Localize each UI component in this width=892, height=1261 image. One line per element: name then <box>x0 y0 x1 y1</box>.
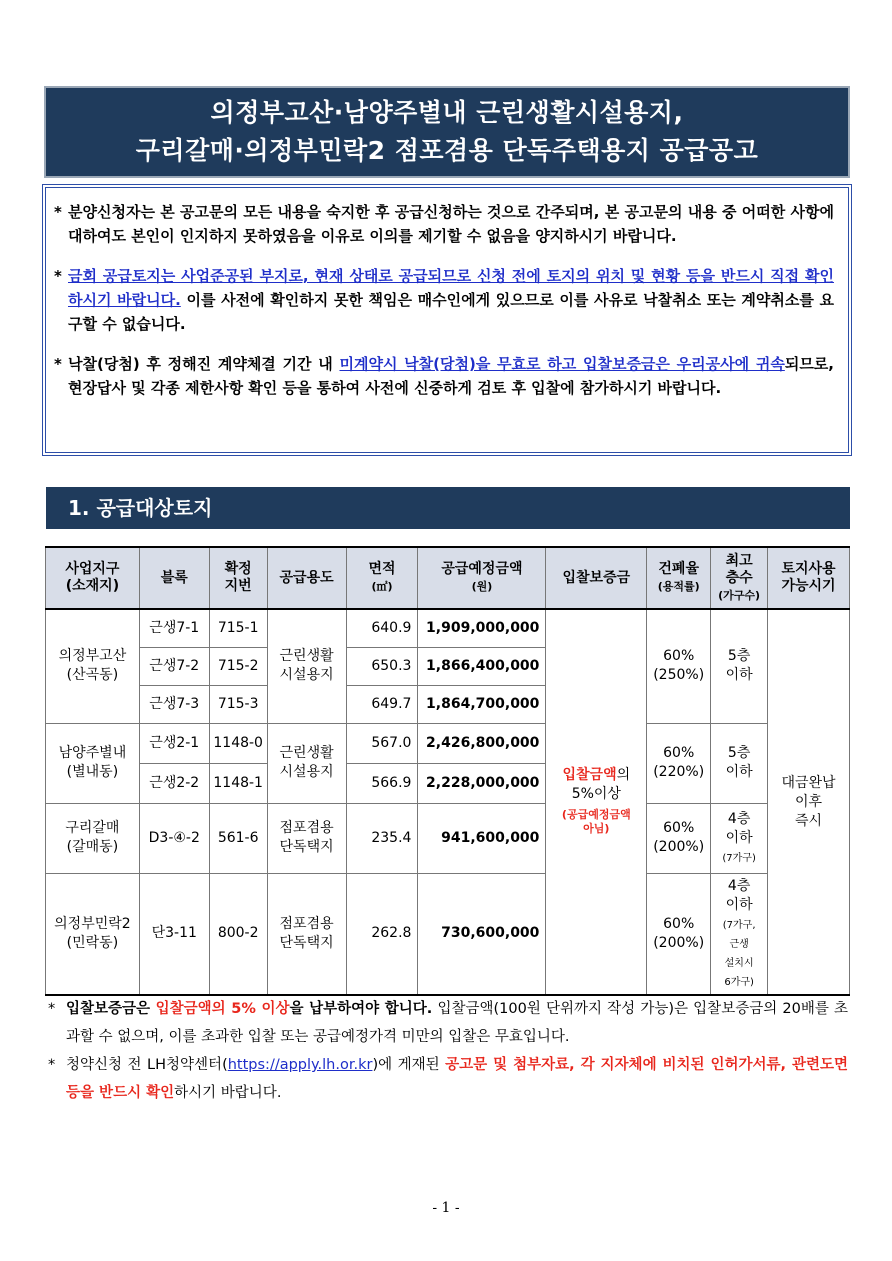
header-price: 공급예정금액 (원) <box>418 547 546 609</box>
cell-district: 구리갈매 (갈매동) <box>46 803 140 873</box>
notice-highlight: 미계약시 낙찰(당첨)을 무효로 하고 입찰보증금은 우리공사에 귀속 <box>339 355 785 373</box>
cell-price: 941,600,000 <box>418 803 546 873</box>
table-row <box>46 609 850 647</box>
cell-price: 2,228,000,000 <box>418 763 546 803</box>
title-banner <box>44 86 850 178</box>
cell-floors: 4층 이하 (7가구, 근생 설치시 6가구) <box>711 873 768 995</box>
notice-text: 되므로, 현장답사 및 각종 제한사항 확인 등을 통하여 사전에 신중하게 검토 후 입찰에 참가하시기 바랍니다. <box>68 355 834 397</box>
notice-highlight: 금회 공급토지는 사업준공된 부지로, 현재 상태로 공급되므로 신청 전에 토지의 위치 및 현황 등을 반드시 직접 확인하시기 바랍니다. <box>68 267 834 309</box>
cell-block: 근생7-2 <box>139 647 209 685</box>
cell-floors: 5층 이하 <box>711 609 768 723</box>
footnotes <box>48 995 848 1107</box>
bullet-star-icon: * <box>54 203 62 221</box>
header-lot: 확정 지번 <box>209 547 267 609</box>
page-number: - 1 - <box>432 1200 460 1216</box>
cell-area: 567.0 <box>346 723 418 763</box>
bullet-star-icon: * <box>54 267 62 285</box>
cell-lot: 1148-0 <box>209 723 267 763</box>
cell-district: 의정부고산 (산곡동) <box>46 609 140 723</box>
notice-item-2 <box>54 264 834 336</box>
header-usable: 토지사용 가능시기 <box>768 547 850 609</box>
cell-price: 1,909,000,000 <box>418 609 546 647</box>
cell-floors: 4층 이하 (7가구) <box>711 803 768 873</box>
notice-text: 분양신청자는 본 공고문의 모든 내용을 숙지한 후 공급신청하는 것으로 간주되며, 본 공고문의 내용 중 어떠한 사항에 대하여도 본인이 인지하지 못하였음을 이유로 이의를 제기할 수 없음을 양지하시기 바랍니다. <box>68 203 834 245</box>
cell-area: 640.9 <box>346 609 418 647</box>
cell-lot: 715-2 <box>209 647 267 685</box>
cell-price: 1,866,400,000 <box>418 647 546 685</box>
cell-block: 근생7-1 <box>139 609 209 647</box>
cell-district: 의정부민락2 (민락동) <box>46 873 140 995</box>
header-floors: 최고 층수 (가구수) <box>711 547 768 609</box>
cell-area: 566.9 <box>346 763 418 803</box>
notice-box <box>42 184 852 456</box>
cell-deposit: 입찰금액의 5%이상 (공급예정금액 아님) <box>546 609 647 995</box>
cell-floors: 5층 이하 <box>711 723 768 803</box>
bullet-star-icon: * <box>48 1001 56 1017</box>
cell-lot: 561-6 <box>209 803 267 873</box>
notice-item-3 <box>54 352 834 400</box>
header-deposit: 입찰보증금 <box>546 547 647 609</box>
cell-price: 730,600,000 <box>418 873 546 995</box>
table-row <box>46 873 850 995</box>
cell-coverage: 60% (250%) <box>647 609 711 723</box>
header-block: 블록 <box>139 547 209 609</box>
section-heading: 1. 공급대상토지 <box>46 487 850 529</box>
footnote-1: * 입찰보증금은 입찰금액의 5% 이상을 납부하여야 합니다. 입찰금액(100원 단위까지 작성 가능)은 입찰보증금의 20배를 초과할 수 없으며, 이를 초과한 입찰 또는 공급예정가격 미만의 입찰은 무효입니다. <box>48 995 848 1051</box>
cell-block: D3-④-2 <box>139 803 209 873</box>
cell-block: 근생7-3 <box>139 685 209 723</box>
cell-price: 1,864,700,000 <box>418 685 546 723</box>
notice-text: 이를 사전에 확인하지 못한 책임은 매수인에게 있으므로 이를 사유로 낙찰취소 또는 계약취소를 요구할 수 없습니다. <box>68 291 834 333</box>
lh-apply-link[interactable]: https://apply.lh.or.kr <box>227 1057 373 1073</box>
cell-usable: 대금완납 이후 즉시 <box>768 609 850 995</box>
header-use: 공급용도 <box>267 547 346 609</box>
table-row <box>46 803 850 873</box>
cell-use: 점포겸용 단독택지 <box>267 873 346 995</box>
cell-lot: 715-1 <box>209 609 267 647</box>
cell-area: 649.7 <box>346 685 418 723</box>
table-header-row <box>46 547 850 609</box>
header-coverage: 건폐율 (용적률) <box>647 547 711 609</box>
cell-area: 262.8 <box>346 873 418 995</box>
cell-lot: 800-2 <box>209 873 267 995</box>
cell-coverage: 60% (200%) <box>647 873 711 995</box>
table-row <box>46 723 850 763</box>
cell-coverage: 60% (220%) <box>647 723 711 803</box>
cell-block: 단3-11 <box>139 873 209 995</box>
bullet-star-icon: * <box>54 355 62 373</box>
notice-text: 낙찰(당첨) 후 정해진 계약체결 기간 내 <box>68 355 340 373</box>
header-district: 사업지구 (소재지) <box>46 547 140 609</box>
cell-use: 근린생활 시설용지 <box>267 723 346 803</box>
supply-table <box>45 546 850 996</box>
cell-price: 2,426,800,000 <box>418 723 546 763</box>
cell-area: 650.3 <box>346 647 418 685</box>
cell-block: 근생2-1 <box>139 723 209 763</box>
title-line-1: 의정부고산·남양주별내 근린생활시설용지, <box>210 98 684 127</box>
cell-coverage: 60% (200%) <box>647 803 711 873</box>
bullet-star-icon: * <box>48 1057 56 1073</box>
footnote-2: * 청약신청 전 LH청약센터(https://apply.lh.or.kr)에 게재된 공고문 및 첨부자료, 각 지자체에 비치된 인허가서류, 관련도면 등을 반드시 확인하시기 바랍니다. <box>48 1051 848 1107</box>
cell-district: 남양주별내 (별내동) <box>46 723 140 803</box>
cell-lot: 715-3 <box>209 685 267 723</box>
header-area: 면적 (㎡) <box>346 547 418 609</box>
cell-use: 근린생활 시설용지 <box>267 609 346 723</box>
cell-block: 근생2-2 <box>139 763 209 803</box>
cell-area: 235.4 <box>346 803 418 873</box>
title-line-2: 구리갈매·의정부민락2 점포겸용 단독주택용지 공급공고 <box>135 136 759 165</box>
cell-use: 점포겸용 단독택지 <box>267 803 346 873</box>
notice-item-1 <box>54 200 834 248</box>
cell-lot: 1148-1 <box>209 763 267 803</box>
